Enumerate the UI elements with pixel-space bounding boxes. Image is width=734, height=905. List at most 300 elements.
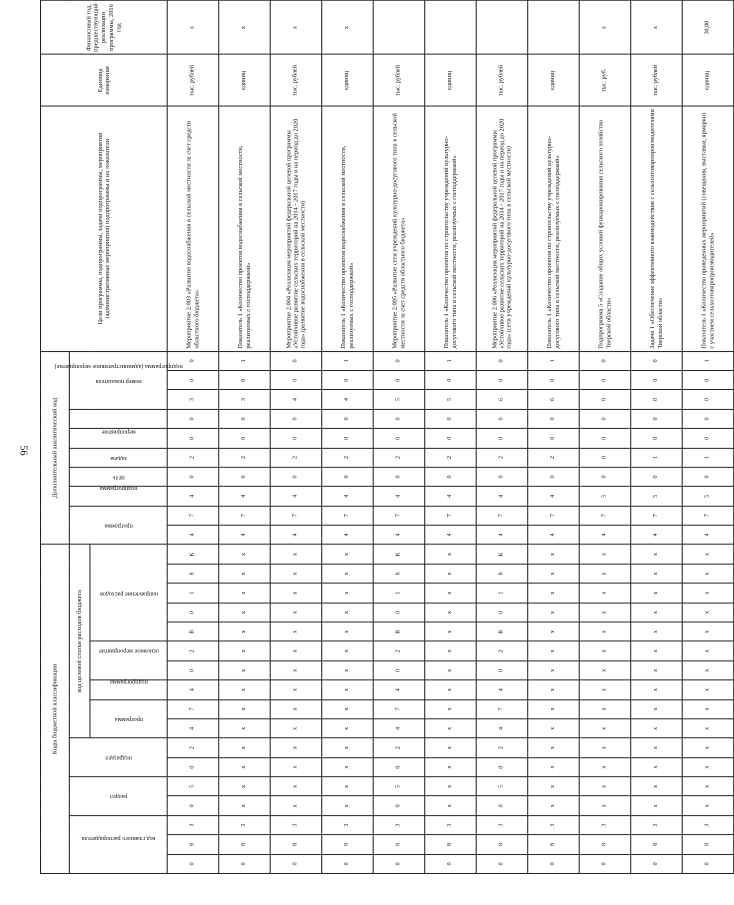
code-cell: х (631, 641, 683, 660)
row-year-value (219, 0, 270, 1)
code-cell: 4 (270, 390, 322, 409)
code-cell: х (219, 719, 270, 738)
code-cell: 4 (322, 525, 374, 544)
row-unit: тыс. рублей (270, 55, 322, 107)
code-cell: 0 (373, 371, 425, 390)
code-cell: 4 (579, 525, 631, 544)
header-budget-codes: Коды бюджетной классификации (41, 545, 70, 874)
code-cell: х (528, 603, 580, 622)
code-cell: 7 (322, 506, 374, 525)
row-name: Показатель 1 «Количество проведенных мероприятий (совещания, выставки, ярмарки) с участием сельхозтоваропроизводителей» (682, 106, 734, 351)
code-cell: х (579, 699, 631, 718)
row-base-year: х (167, 1, 219, 55)
code-cell: х (219, 680, 270, 699)
code-cell: х (425, 641, 477, 660)
code-cell: 5 (373, 777, 425, 796)
code-cell: х (682, 719, 734, 738)
code-cell: 0 (682, 854, 734, 873)
code-cell: 0 (373, 661, 425, 680)
row-base-year: 30,00 (682, 1, 734, 55)
code-cell: х (270, 777, 322, 796)
code-cell: 3 (631, 815, 683, 834)
code-cell: 8 (322, 835, 374, 854)
code-cell: 7 (219, 506, 270, 525)
code-cell: х (528, 757, 580, 776)
code-cell: х (631, 777, 683, 796)
code-cell: х (270, 603, 322, 622)
code-cell: х (219, 757, 270, 776)
header-program: программа (90, 699, 167, 738)
code-cell: 5 (682, 487, 734, 506)
code-cell: 8 (528, 835, 580, 854)
code-cell: х (579, 545, 631, 565)
code-cell: 1 (373, 583, 425, 602)
code-cell: 5 (425, 390, 477, 409)
header-additional-code: Дополнительный аналитический код (41, 351, 70, 544)
code-cell: 0 (167, 796, 219, 815)
code-cell: 4 (219, 487, 270, 506)
code-cell: 1 (631, 448, 683, 467)
code-cell: х (579, 680, 631, 699)
header-section: раздел (69, 777, 167, 816)
code-cell: х (528, 796, 580, 815)
code-cell: 1 (682, 448, 734, 467)
code-cell: 0 (631, 854, 683, 873)
code-cell: 1 (528, 351, 580, 370)
table-row (167, 0, 219, 874)
code-cell: 4 (373, 525, 425, 544)
code-cell: х (425, 796, 477, 815)
code-cell: х (322, 796, 374, 815)
header-2017 (69, 0, 167, 1)
code-cell: х (528, 719, 580, 738)
code-cell: х (219, 777, 270, 796)
page-number: 56 (17, 445, 29, 456)
header-target-article: код целевой статьи расходов бюджета (69, 545, 90, 739)
code-cell: 1 (167, 583, 219, 602)
table-row (270, 0, 322, 874)
code-cell: х (219, 583, 270, 602)
code-cell: 0 (528, 854, 580, 873)
code-cell: х (682, 796, 734, 815)
code-cell: х (322, 757, 374, 776)
code-cell: 7 (579, 506, 631, 525)
row-name: Мероприятие 2.004 «Реализация мероприятий федеральной целевой программы «Устойчивое развитие сельских территорий на 2014 - 2017 годы и на период до 2020 года» (развитие водоснабжения в сельской местности) (270, 106, 322, 351)
code-cell: 4 (476, 680, 527, 699)
code-cell: 0 (167, 429, 219, 448)
code-cell: 3 (167, 390, 219, 409)
header-subsection: подраздел (69, 738, 167, 777)
code-cell: 2 (322, 448, 374, 467)
code-cell: 8 (373, 564, 425, 583)
code-cell: 0 (270, 429, 322, 448)
code-cell: х (322, 583, 374, 602)
code-cell: R (476, 622, 527, 641)
row-year-value (682, 0, 734, 1)
code-cell: х (579, 661, 631, 680)
code-cell: 7 (167, 699, 219, 718)
row-unit: единиц (528, 55, 580, 107)
code-cell: 4 (476, 719, 527, 738)
code-cell: 4 (167, 525, 219, 544)
code-cell: 4 (167, 719, 219, 738)
code-cell: 4 (322, 390, 374, 409)
code-cell: 4 (528, 525, 580, 544)
row-year-value (425, 0, 477, 1)
code-cell: х (682, 603, 734, 622)
row-base-year (425, 1, 477, 55)
code-cell: х (579, 641, 631, 660)
code-cell: 0 (373, 796, 425, 815)
code-cell: х (322, 738, 374, 757)
code-cell: х (682, 661, 734, 680)
code-cell: х (631, 796, 683, 815)
header-years (41, 0, 70, 1)
code-cell: 2 (476, 641, 527, 660)
row-unit: единиц (682, 55, 734, 107)
code-cell: х (682, 757, 734, 776)
code-cell: 0 (167, 351, 219, 370)
code-cell: х (219, 699, 270, 718)
code-cell: 0 (373, 467, 425, 486)
code-cell: 7 (373, 506, 425, 525)
code-cell: х (425, 680, 477, 699)
code-cell: 3 (425, 815, 477, 834)
code-cell: 0 (579, 390, 631, 409)
code-cell: 0 (270, 409, 322, 428)
code-cell: К (476, 545, 527, 565)
code-cell: х (631, 545, 683, 565)
header-fin-year: Финансовый год, предшествующий реализации программы, 2016 год (41, 1, 168, 55)
row-year-value (631, 0, 683, 1)
code-cell: 0 (476, 854, 527, 873)
code-cell: 4 (425, 525, 477, 544)
row-name: Подпрограмма 5 «Создание общих условий функционирования сельского хозяйства Тверской области» (579, 106, 631, 351)
code-cell: х (270, 796, 322, 815)
code-cell: 2 (373, 641, 425, 660)
code-cell: 0 (579, 371, 631, 390)
code-cell: 2 (373, 448, 425, 467)
code-cell: 0 (219, 467, 270, 486)
code-cell: 0 (425, 429, 477, 448)
header-add-event: мероприятие (69, 429, 167, 448)
code-cell: 0 (270, 854, 322, 873)
code-cell: х (270, 699, 322, 718)
code-cell: 0 (682, 467, 734, 486)
code-cell: 0 (476, 409, 527, 428)
code-cell: 3 (579, 815, 631, 834)
code-cell: х (682, 583, 734, 602)
code-cell: 0 (270, 371, 322, 390)
code-cell: 0 (373, 757, 425, 776)
code-cell: 3 (219, 390, 270, 409)
code-cell: 4 (322, 487, 374, 506)
code-cell: 2 (219, 448, 270, 467)
code-cell: 8 (270, 835, 322, 854)
code-cell: х (425, 757, 477, 776)
code-cell: х (631, 583, 683, 602)
table-row (579, 0, 631, 874)
code-cell: 3 (373, 815, 425, 834)
code-cell: х (682, 641, 734, 660)
code-cell: 8 (167, 835, 219, 854)
code-cell: 0 (682, 390, 734, 409)
code-cell: 7 (167, 506, 219, 525)
row-name: Показатель 1 «Количество проектов по строительству учреждений культурно-досугового типа в сельской местности, реализуемых с господдержкой» (425, 106, 477, 351)
code-cell: 7 (373, 699, 425, 718)
code-cell: 3 (270, 815, 322, 834)
code-cell: 8 (682, 835, 734, 854)
code-cell: х (579, 564, 631, 583)
code-cell: 8 (476, 835, 527, 854)
code-cell: х (219, 603, 270, 622)
header-main-event: основное мероприятие (90, 641, 167, 680)
code-cell: 0 (528, 371, 580, 390)
code-cell: 3 (528, 815, 580, 834)
code-cell: R (167, 622, 219, 641)
code-cell: х (322, 622, 374, 641)
header-add-subprogram: подпрограмма (69, 487, 167, 506)
row-base-year (373, 1, 425, 55)
budget-table (40, 0, 734, 874)
table-row (219, 0, 270, 874)
code-cell: х (682, 699, 734, 718)
code-cell: 2 (373, 738, 425, 757)
code-cell: х (322, 545, 374, 565)
code-cell: х (219, 545, 270, 565)
header-admin-code: код главного распорядителя (69, 815, 167, 873)
code-cell: х (270, 545, 322, 565)
code-cell: 0 (167, 661, 219, 680)
row-name: Показатель 1 «Количество проектов водоснабжения в сельской местности, реализуемых с господдержкой» (219, 106, 270, 351)
code-cell: х (270, 641, 322, 660)
code-cell: 8 (373, 835, 425, 854)
code-cell: х (322, 641, 374, 660)
code-cell: 0 (579, 448, 631, 467)
row-unit: тыс. руб. (579, 55, 631, 107)
code-cell: 0 (579, 409, 631, 428)
code-cell: х (425, 719, 477, 738)
code-cell: х (528, 545, 580, 565)
code-cell: 6 (476, 390, 527, 409)
code-cell: х (322, 603, 374, 622)
code-cell: 1 (476, 583, 527, 602)
code-cell: 4 (270, 525, 322, 544)
code-cell: 4 (167, 680, 219, 699)
row-year-value (322, 0, 374, 1)
code-cell: 8 (476, 564, 527, 583)
code-cell: 4 (167, 487, 219, 506)
row-name: Задача 1 «Обеспечение эффективного взаимодействия с сельхозтоваропроизводителями Тверской области» (631, 106, 683, 351)
code-cell: 0 (631, 467, 683, 486)
row-base-year (476, 1, 527, 55)
code-cell: х (219, 738, 270, 757)
table-row (373, 0, 425, 874)
table-row (682, 0, 734, 874)
header-add-program: программа (69, 506, 167, 545)
code-cell: 0 (631, 429, 683, 448)
code-cell: 1 (219, 351, 270, 370)
table-row (631, 0, 683, 874)
code-cell: х (270, 738, 322, 757)
code-cell: 7 (631, 506, 683, 525)
row-base-year: х (579, 1, 631, 55)
row-year-value (167, 0, 219, 1)
code-cell: 2 (167, 641, 219, 660)
code-cell: 0 (476, 661, 527, 680)
code-cell: 0 (579, 467, 631, 486)
code-cell: 7 (528, 506, 580, 525)
row-base-year: х (270, 1, 322, 55)
code-cell: 3 (322, 815, 374, 834)
code-cell: 1 (682, 351, 734, 370)
code-cell: х (322, 699, 374, 718)
code-cell: х (322, 661, 374, 680)
code-cell: х (579, 583, 631, 602)
code-cell: х (270, 719, 322, 738)
code-cell: 0 (579, 429, 631, 448)
code-cell: х (579, 777, 631, 796)
code-cell: х (270, 564, 322, 583)
code-cell: 0 (476, 757, 527, 776)
header-add-goal: цель (69, 467, 167, 486)
code-cell: х (425, 699, 477, 718)
header-subprogram: подпрограмма (90, 680, 167, 699)
code-cell: 5 (579, 487, 631, 506)
code-cell: х (270, 622, 322, 641)
code-cell: 0 (270, 351, 322, 370)
code-cell: 4 (270, 487, 322, 506)
code-cell: 0 (322, 467, 374, 486)
code-cell: 2 (476, 448, 527, 467)
code-cell: 4 (219, 525, 270, 544)
code-cell: 4 (373, 719, 425, 738)
code-cell: 0 (167, 854, 219, 873)
code-cell: 0 (219, 429, 270, 448)
code-cell: х (425, 661, 477, 680)
code-cell: 4 (373, 487, 425, 506)
header-add-admin-event: подпрограмма (административное мероприятие) (69, 409, 167, 428)
code-cell: х (322, 777, 374, 796)
header-unit: Единица измерения (41, 55, 168, 107)
code-cell: х (219, 622, 270, 641)
code-cell: 3 (167, 815, 219, 834)
code-cell: 0 (167, 757, 219, 776)
code-cell: 0 (322, 854, 374, 873)
code-cell: 0 (579, 351, 631, 370)
table-row (322, 0, 374, 874)
code-cell: х (322, 680, 374, 699)
code-cell: 2 (270, 448, 322, 467)
code-cell: 8 (631, 835, 683, 854)
code-cell: 2 (425, 448, 477, 467)
code-cell: 8 (425, 835, 477, 854)
header-add-task: задача (69, 448, 167, 467)
code-cell: х (631, 757, 683, 776)
code-cell: х (682, 777, 734, 796)
code-cell: 0 (631, 351, 683, 370)
row-name: Показатель 1 «Количество проектов по строительству учреждений культурно-досугового типа в сельской местности, реализуемых с господдержкой» (528, 106, 580, 351)
table-body (167, 0, 733, 874)
code-cell: 0 (373, 429, 425, 448)
header-add-indicator: номер показателя (69, 351, 167, 409)
row-year-value (373, 0, 425, 1)
code-cell: 4 (425, 487, 477, 506)
code-cell: 0 (219, 371, 270, 390)
header-name: Цели программы, подпрограммы, задачи подпрограммы, мероприятия (административные мероприятия) подпрограммы и их показатели (41, 106, 168, 351)
code-cell: 7 (425, 506, 477, 525)
code-cell: 4 (528, 487, 580, 506)
table-row (528, 0, 580, 874)
code-cell: 0 (682, 371, 734, 390)
code-cell: 3 (682, 815, 734, 834)
code-cell: х (579, 738, 631, 757)
code-cell: х (322, 719, 374, 738)
code-cell: х (682, 564, 734, 583)
code-cell: 0 (322, 371, 374, 390)
code-cell: х (219, 661, 270, 680)
code-cell: х (425, 622, 477, 641)
code-cell: 0 (682, 429, 734, 448)
code-cell: 5 (631, 487, 683, 506)
code-cell: х (528, 680, 580, 699)
code-cell: 0 (476, 467, 527, 486)
code-cell: 5 (167, 777, 219, 796)
code-cell: 0 (476, 429, 527, 448)
code-cell: х (631, 661, 683, 680)
code-cell: 7 (270, 506, 322, 525)
code-cell: х (219, 641, 270, 660)
code-cell: х (270, 661, 322, 680)
row-name: Мероприятие 2.003 «Развитие водоснабжения в сельской местности за счет средств областного бюджета» (167, 106, 219, 351)
code-cell: х (425, 777, 477, 796)
row-unit: тыс. рублей (167, 55, 219, 107)
code-cell: 0 (476, 351, 527, 370)
code-cell: х (528, 661, 580, 680)
code-cell: 0 (167, 467, 219, 486)
code-cell: 0 (167, 409, 219, 428)
row-base-year: х (322, 1, 374, 55)
row-name: Мероприятие 2.005 «Развитие сети учреждений культурно-досугового типа в сельской местности за счет средств областного бюджета» (373, 106, 425, 351)
code-cell: х (631, 603, 683, 622)
code-cell: х (270, 680, 322, 699)
code-cell: х (631, 680, 683, 699)
code-cell: К (373, 545, 425, 565)
code-cell: 2 (528, 448, 580, 467)
code-cell: 0 (373, 351, 425, 370)
code-cell: 3 (219, 815, 270, 834)
budget-table-sheet (40, 0, 716, 874)
code-cell: 0 (579, 854, 631, 873)
code-cell: 5 (373, 390, 425, 409)
code-cell: 8 (219, 835, 270, 854)
code-cell: 0 (476, 796, 527, 815)
code-cell: х (425, 738, 477, 757)
code-cell: х (219, 796, 270, 815)
code-cell: х (425, 545, 477, 565)
code-cell: К (167, 545, 219, 565)
code-cell: 0 (631, 371, 683, 390)
code-cell: 0 (270, 467, 322, 486)
code-cell: х (528, 622, 580, 641)
row-base-year: х (631, 1, 683, 55)
code-cell: 0 (425, 409, 477, 428)
code-cell: х (270, 583, 322, 602)
code-cell: 0 (219, 854, 270, 873)
code-cell: 0 (219, 409, 270, 428)
code-cell: х (579, 719, 631, 738)
row-year-value (579, 0, 631, 1)
